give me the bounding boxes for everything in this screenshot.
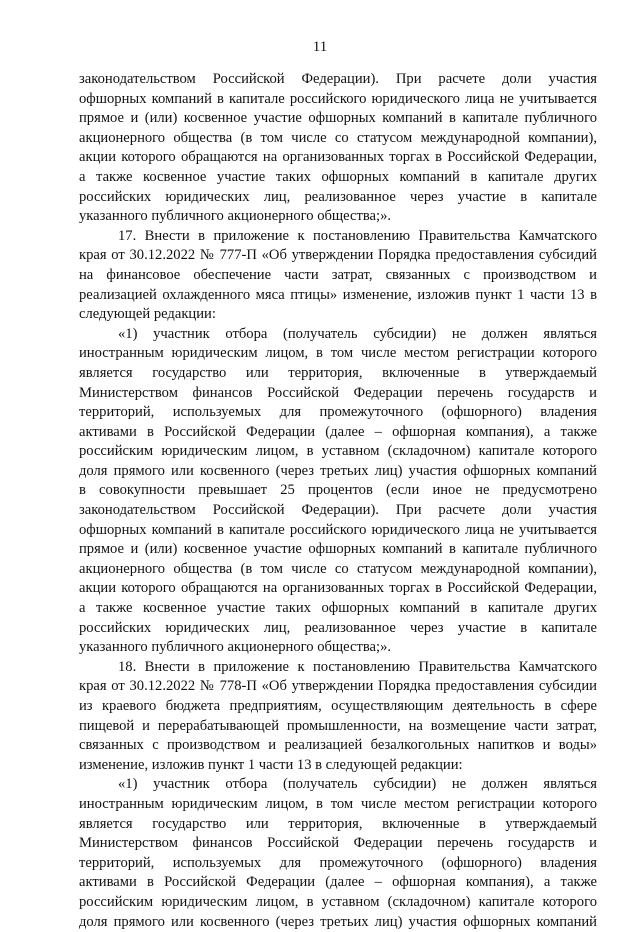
text-line: изменение, изложив пункт 1 части 13 в следующей редакции: (79, 756, 463, 773)
text-line: территорий, используемых для промежуточного (офшорного) владения (79, 404, 597, 421)
text-line: указанного публичного акционерного общества;». (79, 208, 392, 225)
text-line: акции которого обращаются на организованных торгах в Российской Федерации, (79, 580, 597, 597)
text-line: является государство или территория, включенные в утверждаемый (79, 815, 597, 832)
text-line: «1) участник отбора (получатель субсидии) не должен являться (118, 325, 597, 342)
text-line: 18. Внести в приложение к постановлению Правительства Камчатского (118, 658, 597, 675)
text-line: на финансовое обеспечение части затрат, связанных с производством и (79, 266, 597, 283)
text-line: офшорных компаний в капитале российского юридического лица не учитывается (79, 90, 597, 107)
text-line: доля прямого или косвенного (через третьих лиц) участия офшорных компаний (79, 913, 597, 930)
text-line: из краевого бюджета предприятиям, осуществляющим деятельность в сфере (79, 698, 597, 714)
text-line: акции которого обращаются на организованных торгах в Российской Федерации, (79, 149, 597, 166)
text-line: акционерного общества (в том числе со статусом международной компании), (79, 129, 597, 146)
text-line: акционерного общества (в том числе со статусом международной компании), (79, 560, 597, 577)
text-line: края от 30.12.2022 № 778-П «Об утверждении Порядка предоставления субсидии (79, 678, 597, 695)
text-line: активами в Российской Федерации (далее – офшорная компания), а также (79, 874, 597, 891)
text-line: является государство или территория, включенные в утверждаемый (79, 364, 597, 381)
text-line: 17. Внести в приложение к постановлению Правительства Камчатского (118, 227, 597, 244)
text-line: реализацией охлажденного мяса птицы» изменение, изложив пункт 1 части 13 в (79, 286, 597, 303)
text-line: прямое и (или) косвенное участие офшорных компаний в капитале публичного (79, 541, 597, 558)
text-line: российских юридических лиц, реализованное через участие в капитале (79, 619, 597, 636)
text-line: доля прямого или косвенного (через третьих лиц) участия офшорных компаний (79, 462, 597, 479)
text-line: «1) участник отбора (получатель субсидии) не должен являться (118, 776, 597, 793)
text-line: законодательством Российской Федерации). При расчете доли участия (79, 502, 597, 519)
text-line: законодательством Российской Федерации). При расчете доли участия (79, 71, 597, 87)
text-line: следующей редакции: (79, 306, 216, 323)
text-line: иностранным юридическим лицом, в том числе местом регистрации которого (79, 345, 597, 362)
text-line: Министерством финансов Российской Федерации перечень государств и (79, 835, 597, 852)
text-line: российским юридическим лицом, в уставном (складочном) капитале которого (79, 443, 597, 460)
text-line: указанного публичного акционерного общества;». (79, 639, 392, 656)
text-line: прямое и (или) косвенное участие офшорных компаний в капитале публичного (79, 110, 597, 127)
text-line: пищевой и перерабатывающей промышленности, на возмещение части затрат, (79, 717, 597, 734)
text-line: активами в Российской Федерации (далее – офшорная компания), а также (79, 423, 597, 440)
text-line: связанных с производством и реализацией безалкогольных напитков и воды» (79, 737, 597, 754)
text-line: а также косвенное участие таких офшорных компаний в капитале других (79, 168, 597, 185)
text-line: территорий, используемых для промежуточного (офшорного) владения (79, 854, 597, 871)
text-line: в совокупности превышает 25 процентов (если иное не предусмотрено (79, 482, 597, 499)
text-line: офшорных компаний в капитале российского юридического лица не учитывается (79, 521, 597, 538)
text-line: Министерством финансов Российской Федерации перечень государств и (79, 384, 597, 401)
text-line: а также косвенное участие таких офшорных компаний в капитале других (79, 600, 597, 617)
text-line: иностранным юридическим лицом, в том числе местом регистрации которого (79, 795, 597, 812)
text-line: российским юридическим лицом, в уставном (складочном) капитале которого (79, 893, 597, 910)
document-body (79, 70, 597, 932)
page-number: 11 (312, 39, 328, 55)
text-line: края от 30.12.2022 № 777-П «Об утверждении Порядка предоставления субсидий (79, 247, 597, 264)
text-line: российских юридических лиц, реализованное через участие в капитале (79, 188, 597, 205)
